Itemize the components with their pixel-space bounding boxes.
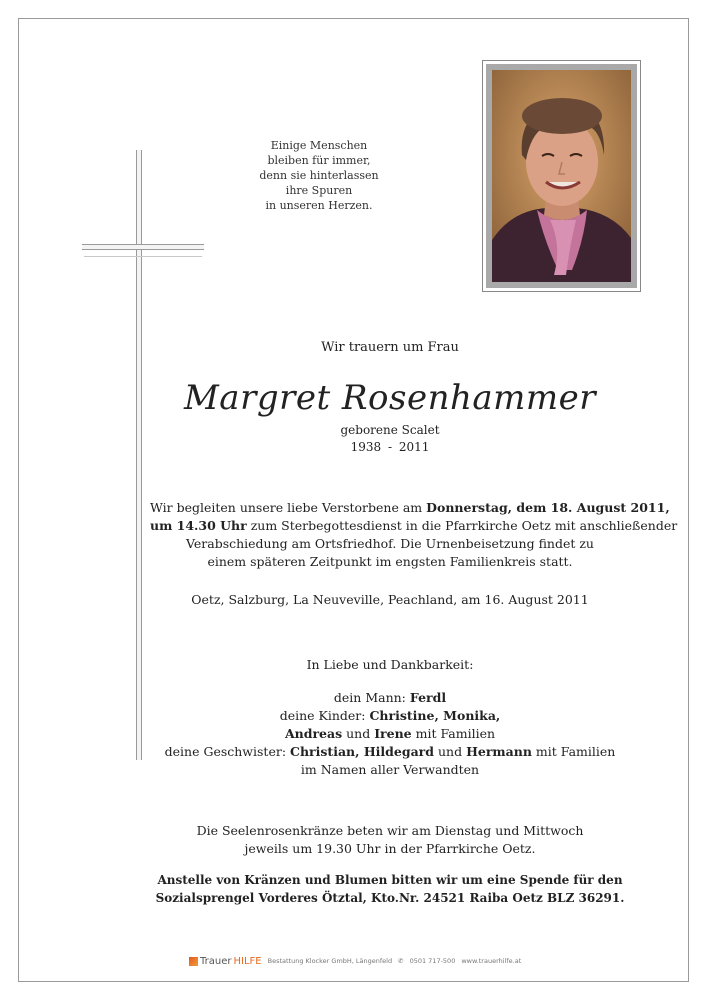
family-children-2	[150, 725, 630, 743]
family-label: dein Mann:	[333, 690, 410, 705]
place-and-date: Oetz, Salzburg, La Neuveville, Peachland, am 16. August 2011	[191, 592, 589, 607]
footer-phone: 0501 717-500	[409, 957, 456, 965]
portrait-frame	[482, 60, 641, 292]
quote-line: in unseren Herzen.	[265, 199, 373, 212]
quote-line: bleiben für immer,	[267, 154, 371, 167]
quote-line: ihre Spuren	[285, 184, 353, 197]
footer-company: Bestattung Klocker GmbH, Längenfeld	[267, 957, 393, 965]
maiden-name: geborene Scalet	[340, 423, 440, 437]
family-relatives: im Namen aller Verwandten	[300, 762, 480, 777]
footer-web[interactable]: www.trauerhilfe.at	[461, 957, 522, 965]
announcement-line-3: Verabschiedung am Ortsfriedhof. Die Urnenbeisetzung findet zu	[185, 536, 594, 551]
portrait-photo	[492, 70, 631, 282]
announcement-line-4: einem späteren Zeitpunkt im engsten Familienkreis statt.	[207, 554, 573, 569]
trauerhilfe-logo	[189, 956, 262, 967]
family-name: Irene	[374, 726, 412, 741]
donation-line: Anstelle von Kränzen und Blumen bitten wir um eine Spende für den	[157, 873, 623, 887]
memorial-quote	[242, 138, 396, 213]
family-name: Andreas	[284, 726, 343, 741]
announcement-date: Donnerstag, dem 18. August 2011,	[426, 500, 670, 515]
life-years: 1938 - 2011	[350, 440, 430, 454]
family-name: Ferdl	[409, 690, 447, 705]
family-label: deine Kinder:	[279, 708, 370, 723]
logo-mark-icon	[189, 957, 198, 966]
announcement-line-2	[150, 517, 678, 535]
announcement-text: Wir begleiten unsere liebe Verstorbene am	[150, 500, 427, 515]
cross-horizontal-beam	[82, 244, 204, 250]
family-conjunction: und	[434, 744, 467, 759]
announcement-text: zum Sterbegottesdienst in die Pfarrkirche Oetz mit anschließender	[246, 518, 678, 533]
announcement-time: um 14.30 Uhr	[150, 518, 247, 533]
cross-shadow	[84, 256, 202, 257]
funeral-announcement	[150, 499, 678, 571]
family-label: mit Familien	[531, 744, 616, 759]
family-siblings	[150, 743, 630, 761]
intro-line: Wir trauern um Frau	[321, 340, 459, 355]
portrait-illustration	[492, 70, 631, 282]
family-name: Christine, Monika,	[369, 708, 501, 723]
family-husband	[150, 689, 630, 707]
logo-text-accent: HILFE	[233, 955, 262, 967]
rosary-line: Die Seelenrosenkränze beten wir am Dienstag und Mittwoch	[196, 823, 584, 838]
family-label: mit Familien	[411, 726, 496, 741]
family-children	[150, 707, 630, 725]
donation-info	[150, 871, 630, 907]
deceased-name: Margret Rosenhammer	[183, 378, 596, 418]
rosary-line: jeweils um 19.30 Uhr in der Pfarrkirche Oetz.	[244, 841, 536, 856]
announcement-line-1	[150, 499, 670, 517]
footer	[189, 954, 521, 968]
family-conjunction: und	[342, 726, 375, 741]
family-list	[150, 689, 630, 779]
love-and-gratitude: In Liebe und Dankbarkeit:	[306, 657, 474, 672]
rosary-info	[150, 822, 630, 858]
donation-line: Sozialsprengel Vorderes Ötztal, Kto.Nr. 24521 Raiba Oetz BLZ 36291.	[155, 891, 625, 905]
phone-icon: ✆	[398, 957, 404, 965]
cross-vertical-beam	[136, 150, 142, 760]
logo-text: Trauer	[200, 955, 232, 967]
family-name: Christian, Hildegard	[290, 744, 435, 759]
family-label: deine Geschwister:	[164, 744, 291, 759]
quote-line: Einige Menschen	[270, 139, 368, 152]
family-name: Hermann	[466, 744, 532, 759]
quote-line: denn sie hinterlassen	[259, 169, 379, 182]
